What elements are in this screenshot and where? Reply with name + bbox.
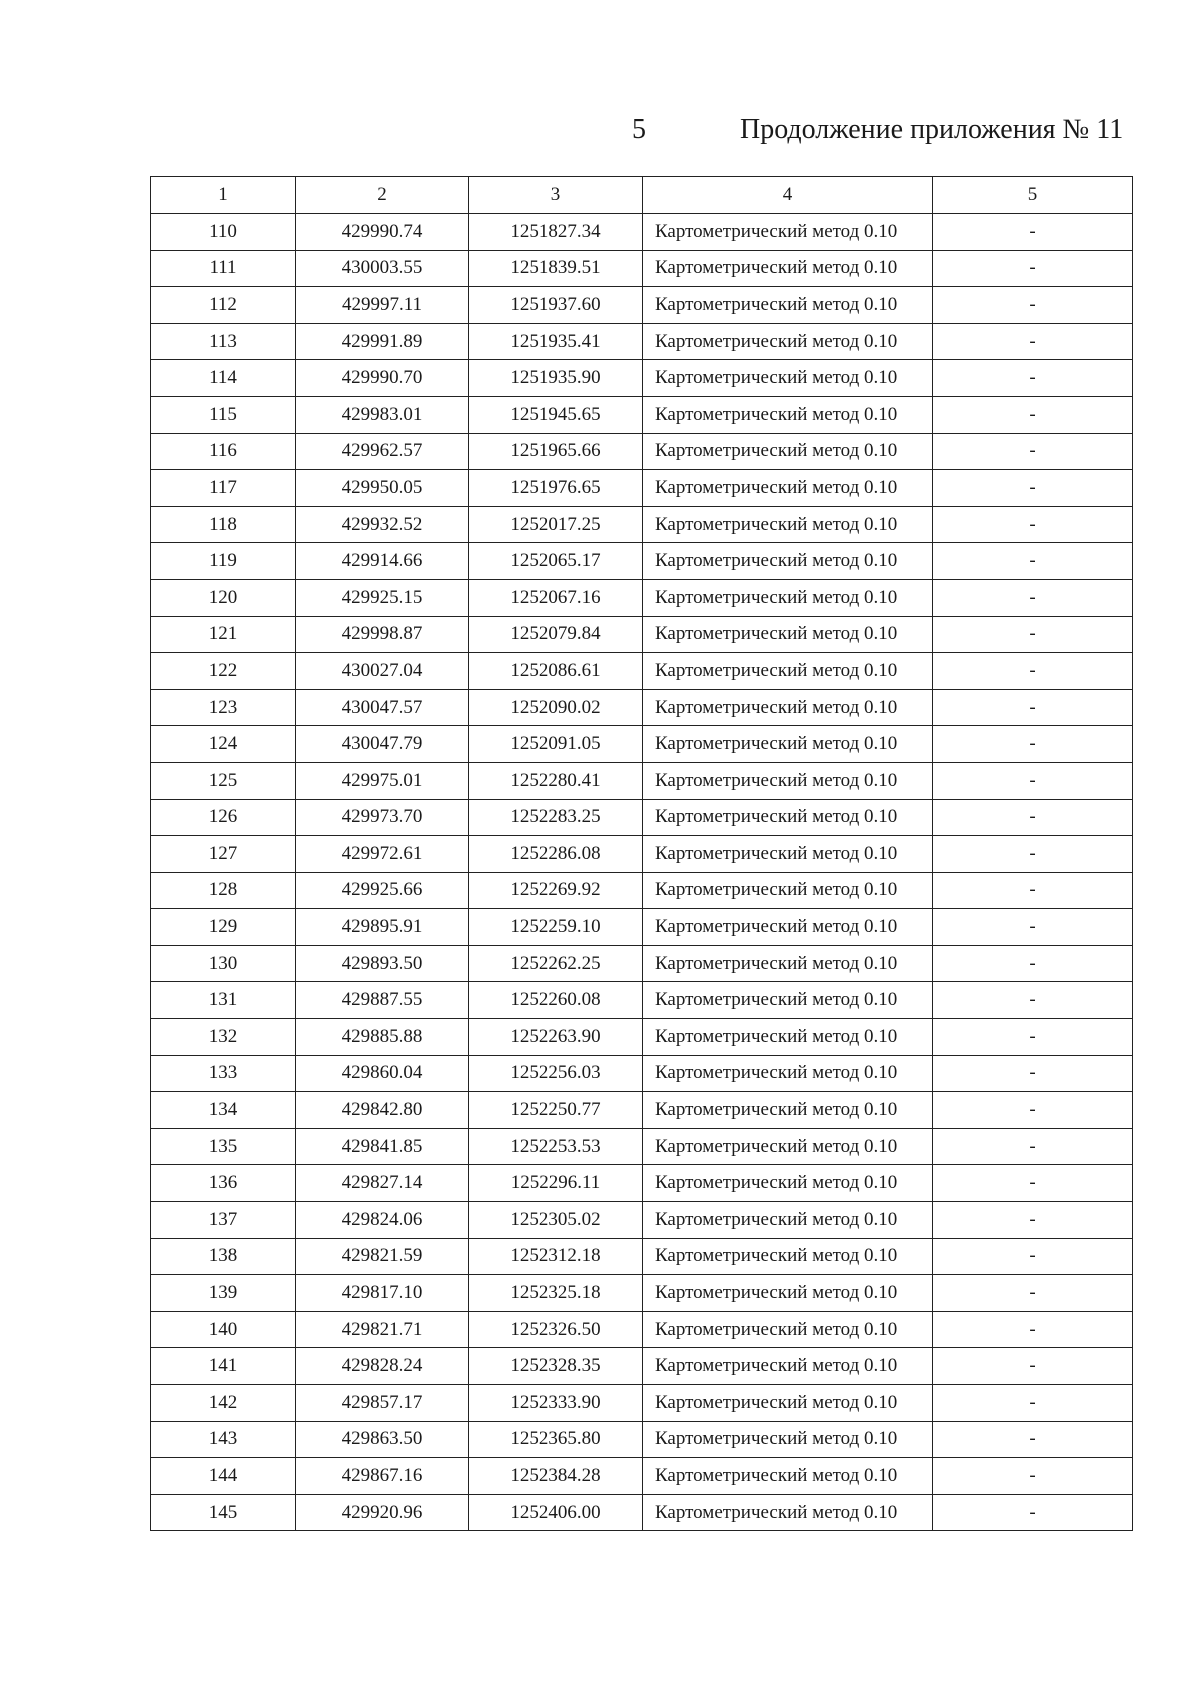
method-cell: Картометрический метод 0.10: [643, 1165, 933, 1202]
x-coordinate-cell: 429997.11: [296, 287, 469, 324]
x-coordinate-cell: 429925.15: [296, 579, 469, 616]
table-body: [151, 214, 1133, 1531]
method-cell: Картометрический метод 0.10: [643, 945, 933, 982]
x-coordinate-cell: 429827.14: [296, 1165, 469, 1202]
table-row: [151, 1311, 1133, 1348]
y-coordinate-cell: 1251935.90: [469, 360, 643, 397]
x-coordinate-cell: 430027.04: [296, 653, 469, 690]
method-cell: Картометрический метод 0.10: [643, 1385, 933, 1422]
point-number-cell: 143: [151, 1421, 296, 1458]
column-header: 5: [933, 177, 1133, 214]
description-cell: -: [933, 689, 1133, 726]
y-coordinate-cell: 1252253.53: [469, 1128, 643, 1165]
description-cell: -: [933, 616, 1133, 653]
y-coordinate-cell: 1251827.34: [469, 214, 643, 251]
description-cell: -: [933, 1385, 1133, 1422]
method-cell: Картометрический метод 0.10: [643, 287, 933, 324]
point-number-cell: 123: [151, 689, 296, 726]
y-coordinate-cell: 1251937.60: [469, 287, 643, 324]
table-row: [151, 470, 1133, 507]
y-coordinate-cell: 1251965.66: [469, 433, 643, 470]
x-coordinate-cell: 429887.55: [296, 982, 469, 1019]
method-cell: Картометрический метод 0.10: [643, 616, 933, 653]
y-coordinate-cell: 1252269.92: [469, 872, 643, 909]
description-cell: -: [933, 1202, 1133, 1239]
table-row: [151, 543, 1133, 580]
table-row: [151, 909, 1133, 946]
description-cell: -: [933, 836, 1133, 873]
method-cell: Картометрический метод 0.10: [643, 872, 933, 909]
method-cell: Картометрический метод 0.10: [643, 470, 933, 507]
description-cell: -: [933, 653, 1133, 690]
y-coordinate-cell: 1252090.02: [469, 689, 643, 726]
table-row: [151, 762, 1133, 799]
description-cell: -: [933, 1348, 1133, 1385]
y-coordinate-cell: 1252259.10: [469, 909, 643, 946]
point-number-cell: 144: [151, 1458, 296, 1495]
point-number-cell: 136: [151, 1165, 296, 1202]
table-row: [151, 1458, 1133, 1495]
table-row: [151, 1238, 1133, 1275]
x-coordinate-cell: 429857.17: [296, 1385, 469, 1422]
description-cell: -: [933, 396, 1133, 433]
description-cell: -: [933, 250, 1133, 287]
x-coordinate-cell: 429828.24: [296, 1348, 469, 1385]
method-cell: Картометрический метод 0.10: [643, 1019, 933, 1056]
point-number-cell: 138: [151, 1238, 296, 1275]
description-cell: -: [933, 1019, 1133, 1056]
x-coordinate-cell: 429991.89: [296, 323, 469, 360]
y-coordinate-cell: 1252263.90: [469, 1019, 643, 1056]
method-cell: Картометрический метод 0.10: [643, 1458, 933, 1495]
description-cell: -: [933, 214, 1133, 251]
y-coordinate-cell: 1251976.65: [469, 470, 643, 507]
y-coordinate-cell: 1252326.50: [469, 1311, 643, 1348]
description-cell: -: [933, 1275, 1133, 1312]
y-coordinate-cell: 1252286.08: [469, 836, 643, 873]
description-cell: -: [933, 433, 1133, 470]
x-coordinate-cell: 429885.88: [296, 1019, 469, 1056]
point-number-cell: 115: [151, 396, 296, 433]
description-cell: -: [933, 1165, 1133, 1202]
y-coordinate-cell: 1252086.61: [469, 653, 643, 690]
table-row: [151, 250, 1133, 287]
y-coordinate-cell: 1252384.28: [469, 1458, 643, 1495]
table-row: [151, 1128, 1133, 1165]
x-coordinate-cell: 429895.91: [296, 909, 469, 946]
description-cell: -: [933, 1055, 1133, 1092]
table-row: [151, 1275, 1133, 1312]
point-number-cell: 121: [151, 616, 296, 653]
x-coordinate-cell: 430047.57: [296, 689, 469, 726]
description-cell: -: [933, 543, 1133, 580]
point-number-cell: 122: [151, 653, 296, 690]
method-cell: Картометрический метод 0.10: [643, 799, 933, 836]
point-number-cell: 135: [151, 1128, 296, 1165]
y-coordinate-cell: 1252365.80: [469, 1421, 643, 1458]
description-cell: -: [933, 287, 1133, 324]
description-cell: -: [933, 726, 1133, 763]
point-number-cell: 112: [151, 287, 296, 324]
point-number-cell: 113: [151, 323, 296, 360]
y-coordinate-cell: 1251935.41: [469, 323, 643, 360]
x-coordinate-cell: 429863.50: [296, 1421, 469, 1458]
column-header: 2: [296, 177, 469, 214]
x-coordinate-cell: 429842.80: [296, 1092, 469, 1129]
table-row: [151, 1494, 1133, 1531]
point-number-cell: 140: [151, 1311, 296, 1348]
method-cell: Картометрический метод 0.10: [643, 543, 933, 580]
x-coordinate-cell: 429998.87: [296, 616, 469, 653]
description-cell: -: [933, 1238, 1133, 1275]
table-row: [151, 287, 1133, 324]
y-coordinate-cell: 1252305.02: [469, 1202, 643, 1239]
y-coordinate-cell: 1251945.65: [469, 396, 643, 433]
table-row: [151, 1202, 1133, 1239]
table-row: [151, 689, 1133, 726]
point-number-cell: 133: [151, 1055, 296, 1092]
x-coordinate-cell: 429975.01: [296, 762, 469, 799]
method-cell: Картометрический метод 0.10: [643, 1421, 933, 1458]
point-number-cell: 126: [151, 799, 296, 836]
point-number-cell: 130: [151, 945, 296, 982]
method-cell: Картометрический метод 0.10: [643, 653, 933, 690]
table-row: [151, 1019, 1133, 1056]
description-cell: -: [933, 762, 1133, 799]
method-cell: Картометрический метод 0.10: [643, 396, 933, 433]
point-number-cell: 132: [151, 1019, 296, 1056]
x-coordinate-cell: 429841.85: [296, 1128, 469, 1165]
point-number-cell: 118: [151, 506, 296, 543]
y-coordinate-cell: 1252283.25: [469, 799, 643, 836]
point-number-cell: 119: [151, 543, 296, 580]
point-number-cell: 129: [151, 909, 296, 946]
x-coordinate-cell: 429990.70: [296, 360, 469, 397]
y-coordinate-cell: 1252312.18: [469, 1238, 643, 1275]
method-cell: Картометрический метод 0.10: [643, 1128, 933, 1165]
method-cell: Картометрический метод 0.10: [643, 1494, 933, 1531]
point-number-cell: 141: [151, 1348, 296, 1385]
y-coordinate-cell: 1252325.18: [469, 1275, 643, 1312]
description-cell: -: [933, 470, 1133, 507]
y-coordinate-cell: 1252079.84: [469, 616, 643, 653]
description-cell: -: [933, 1311, 1133, 1348]
table-row: [151, 323, 1133, 360]
x-coordinate-cell: 429920.96: [296, 1494, 469, 1531]
coordinates-table: [150, 176, 1133, 1531]
table-row: [151, 579, 1133, 616]
method-cell: Картометрический метод 0.10: [643, 1238, 933, 1275]
x-coordinate-cell: 429962.57: [296, 433, 469, 470]
y-coordinate-cell: 1252017.25: [469, 506, 643, 543]
description-cell: -: [933, 1128, 1133, 1165]
y-coordinate-cell: 1252250.77: [469, 1092, 643, 1129]
x-coordinate-cell: 429983.01: [296, 396, 469, 433]
point-number-cell: 125: [151, 762, 296, 799]
point-number-cell: 128: [151, 872, 296, 909]
table-row: [151, 945, 1133, 982]
y-coordinate-cell: 1252296.11: [469, 1165, 643, 1202]
method-cell: Картометрический метод 0.10: [643, 689, 933, 726]
point-number-cell: 134: [151, 1092, 296, 1129]
x-coordinate-cell: 429972.61: [296, 836, 469, 873]
method-cell: Картометрический метод 0.10: [643, 836, 933, 873]
x-coordinate-cell: 429821.59: [296, 1238, 469, 1275]
description-cell: -: [933, 1421, 1133, 1458]
y-coordinate-cell: 1252406.00: [469, 1494, 643, 1531]
point-number-cell: 120: [151, 579, 296, 616]
description-cell: -: [933, 982, 1133, 1019]
x-coordinate-cell: 429990.74: [296, 214, 469, 251]
description-cell: -: [933, 506, 1133, 543]
point-number-cell: 111: [151, 250, 296, 287]
y-coordinate-cell: 1252067.16: [469, 579, 643, 616]
method-cell: Картометрический метод 0.10: [643, 1055, 933, 1092]
y-coordinate-cell: 1252328.35: [469, 1348, 643, 1385]
table-row: [151, 214, 1133, 251]
column-header: 4: [643, 177, 933, 214]
y-coordinate-cell: 1252256.03: [469, 1055, 643, 1092]
table-row: [151, 1348, 1133, 1385]
table-row: [151, 653, 1133, 690]
x-coordinate-cell: 429817.10: [296, 1275, 469, 1312]
x-coordinate-cell: 430047.79: [296, 726, 469, 763]
description-cell: -: [933, 323, 1133, 360]
method-cell: Картометрический метод 0.10: [643, 579, 933, 616]
x-coordinate-cell: 429821.71: [296, 1311, 469, 1348]
description-cell: -: [933, 1494, 1133, 1531]
description-cell: -: [933, 909, 1133, 946]
method-cell: Картометрический метод 0.10: [643, 214, 933, 251]
table-row: [151, 836, 1133, 873]
table-row: [151, 1092, 1133, 1129]
method-cell: Картометрический метод 0.10: [643, 762, 933, 799]
y-coordinate-cell: 1252260.08: [469, 982, 643, 1019]
point-number-cell: 137: [151, 1202, 296, 1239]
x-coordinate-cell: 429932.52: [296, 506, 469, 543]
table-row: [151, 982, 1133, 1019]
x-coordinate-cell: 429893.50: [296, 945, 469, 982]
method-cell: Картометрический метод 0.10: [643, 1311, 933, 1348]
y-coordinate-cell: 1251839.51: [469, 250, 643, 287]
point-number-cell: 131: [151, 982, 296, 1019]
description-cell: -: [933, 579, 1133, 616]
point-number-cell: 114: [151, 360, 296, 397]
method-cell: Картометрический метод 0.10: [643, 726, 933, 763]
column-header: 1: [151, 177, 296, 214]
description-cell: -: [933, 799, 1133, 836]
method-cell: Картометрический метод 0.10: [643, 909, 933, 946]
table-row: [151, 1055, 1133, 1092]
y-coordinate-cell: 1252333.90: [469, 1385, 643, 1422]
method-cell: Картометрический метод 0.10: [643, 250, 933, 287]
point-number-cell: 139: [151, 1275, 296, 1312]
y-coordinate-cell: 1252262.25: [469, 945, 643, 982]
y-coordinate-cell: 1252065.17: [469, 543, 643, 580]
x-coordinate-cell: 429973.70: [296, 799, 469, 836]
description-cell: -: [933, 1458, 1133, 1495]
x-coordinate-cell: 429950.05: [296, 470, 469, 507]
point-number-cell: 124: [151, 726, 296, 763]
table-row: [151, 1165, 1133, 1202]
method-cell: Картометрический метод 0.10: [643, 323, 933, 360]
description-cell: -: [933, 360, 1133, 397]
method-cell: Картометрический метод 0.10: [643, 360, 933, 397]
method-cell: Картометрический метод 0.10: [643, 982, 933, 1019]
point-number-cell: 110: [151, 214, 296, 251]
x-coordinate-cell: 429860.04: [296, 1055, 469, 1092]
x-coordinate-cell: 429824.06: [296, 1202, 469, 1239]
method-cell: Картометрический метод 0.10: [643, 506, 933, 543]
method-cell: Картометрический метод 0.10: [643, 1275, 933, 1312]
table-row: [151, 616, 1133, 653]
point-number-cell: 145: [151, 1494, 296, 1531]
column-header: 3: [469, 177, 643, 214]
point-number-cell: 116: [151, 433, 296, 470]
page-number: 5: [632, 114, 646, 145]
table-header-row: [151, 177, 1133, 214]
y-coordinate-cell: 1252091.05: [469, 726, 643, 763]
x-coordinate-cell: 429914.66: [296, 543, 469, 580]
table-row: [151, 726, 1133, 763]
table-row: [151, 360, 1133, 397]
method-cell: Картометрический метод 0.10: [643, 433, 933, 470]
table-row: [151, 506, 1133, 543]
x-coordinate-cell: 429925.66: [296, 872, 469, 909]
point-number-cell: 117: [151, 470, 296, 507]
y-coordinate-cell: 1252280.41: [469, 762, 643, 799]
point-number-cell: 142: [151, 1385, 296, 1422]
table-row: [151, 799, 1133, 836]
table-row: [151, 872, 1133, 909]
table-row: [151, 396, 1133, 433]
method-cell: Картометрический метод 0.10: [643, 1202, 933, 1239]
x-coordinate-cell: 429867.16: [296, 1458, 469, 1495]
description-cell: -: [933, 1092, 1133, 1129]
table-row: [151, 1421, 1133, 1458]
table-row: [151, 433, 1133, 470]
description-cell: -: [933, 872, 1133, 909]
method-cell: Картометрический метод 0.10: [643, 1348, 933, 1385]
page-caption: Продолжение приложения № 11: [740, 114, 1124, 145]
method-cell: Картометрический метод 0.10: [643, 1092, 933, 1129]
point-number-cell: 127: [151, 836, 296, 873]
x-coordinate-cell: 430003.55: [296, 250, 469, 287]
description-cell: -: [933, 945, 1133, 982]
table-row: [151, 1385, 1133, 1422]
